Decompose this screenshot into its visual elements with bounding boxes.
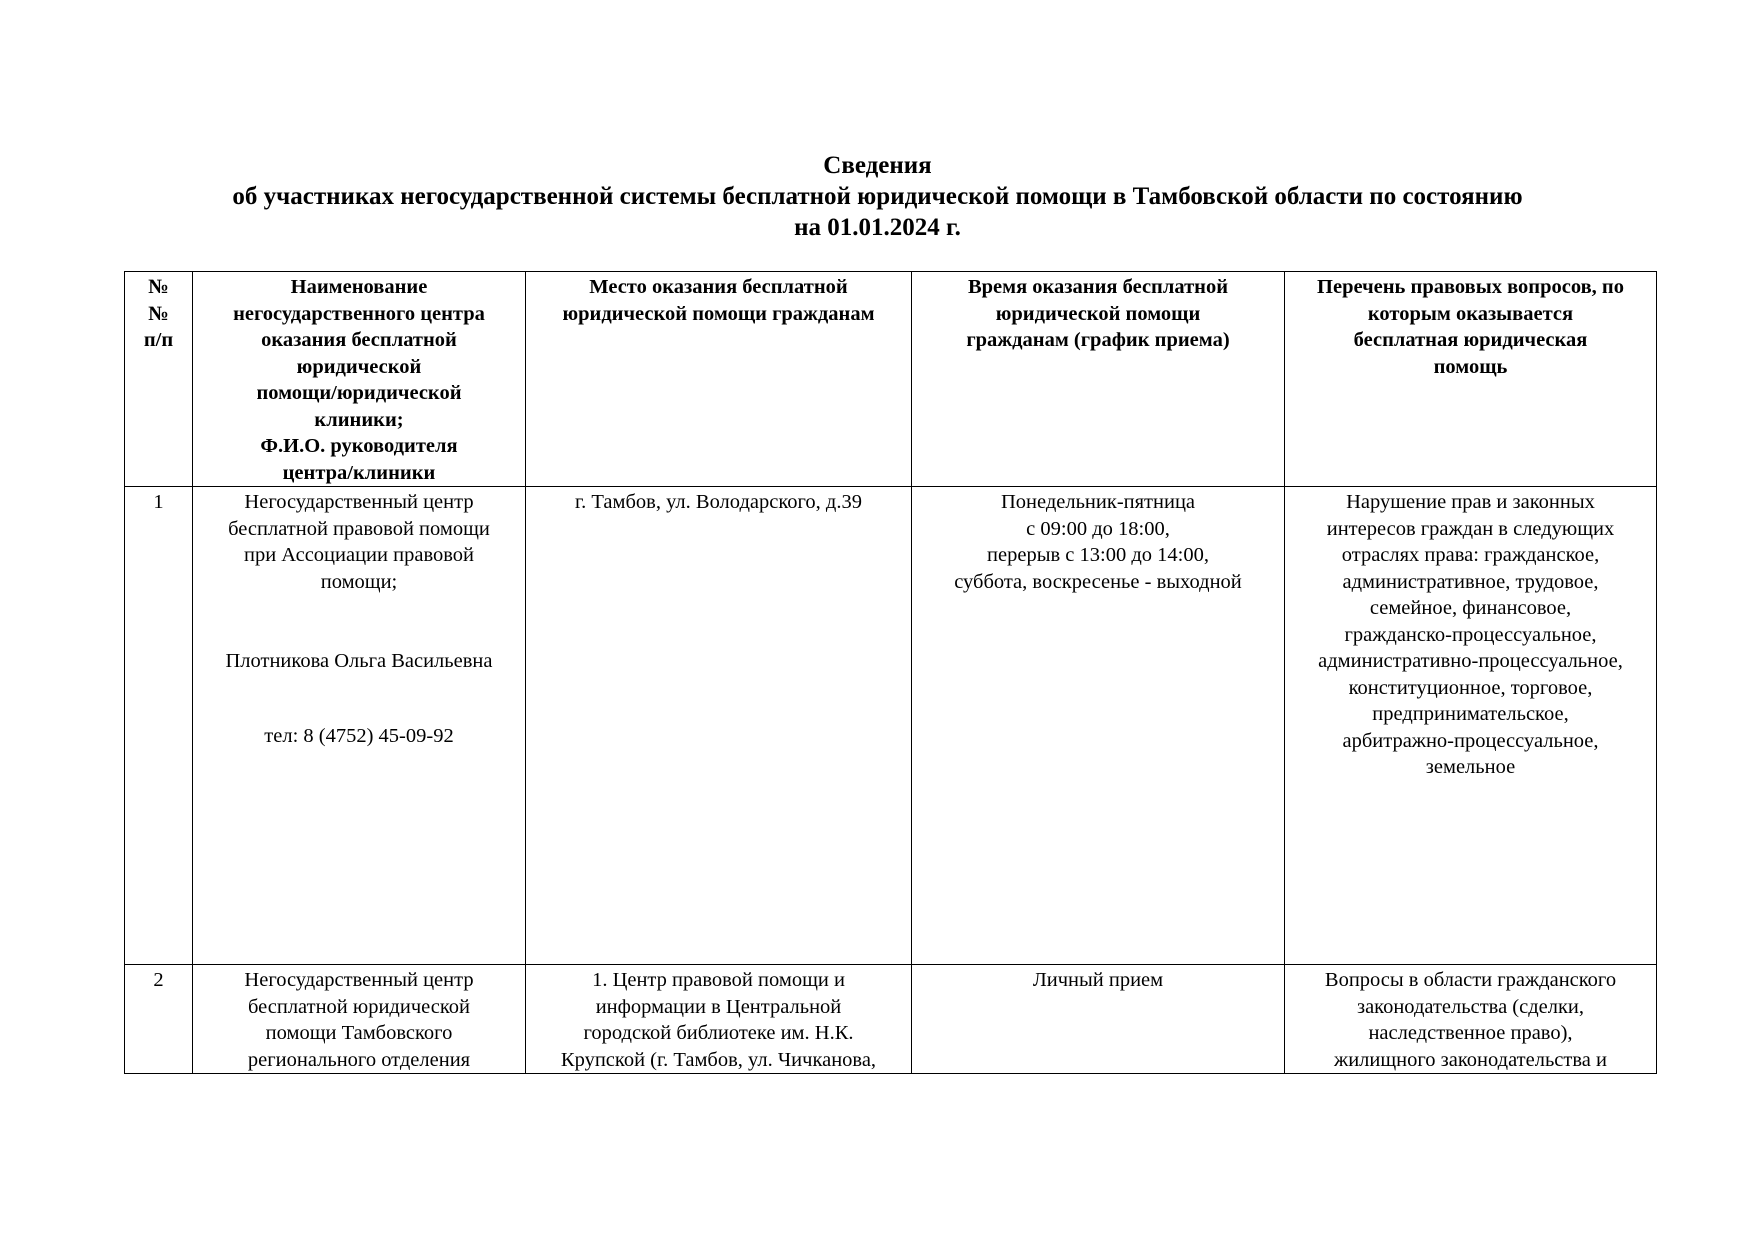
participants-table	[124, 271, 1657, 1074]
header-issues: Перечень правовых вопросов, по которым оказывается бесплатная юридическая помощь	[1285, 272, 1657, 487]
row-2-num: 2	[125, 965, 193, 1074]
row-2-name: Негосударственный центр бесплатной юридической помощи Тамбовского регионального отделения	[193, 965, 526, 1074]
header-time: Время оказания бесплатной юридической помощи гражданам (график приема)	[912, 272, 1285, 487]
row-1-place: г. Тамбов, ул. Володарского, д.39	[526, 487, 912, 965]
table-row	[125, 965, 1657, 1074]
table-row	[125, 487, 1657, 965]
row-2-time: Личный прием	[912, 965, 1285, 1074]
document-title	[100, 150, 1655, 243]
title-line-1: Сведения	[823, 152, 932, 179]
row-1-name: Негосударственный центр бесплатной правовой помощи при Ассоциации правовой помощи; Плотникова Ольга Васильевна тел: 8 (4752) 45-09-92	[193, 487, 526, 965]
row-2-issues: Вопросы в области гражданского законодательства (сделки, наследственное право), жилищного законодательства и	[1285, 965, 1657, 1074]
row-1-issues: Нарушение прав и законных интересов граждан в следующих отраслях права: гражданское, административное, трудовое, семейное, финансовое, гражданско-процессуальное, административно-процессуальное, конституционное, торговое, предпринимательское, арбитражно-процессуальное, земельное	[1285, 487, 1657, 965]
header-place: Место оказания бесплатной юридической помощи гражданам	[526, 272, 912, 487]
title-line-3: на 01.01.2024 г.	[794, 214, 961, 241]
row-1-head-name: Плотникова Ольга Васильевна	[225, 650, 493, 672]
table-header-row	[125, 272, 1657, 487]
header-name: Наименование негосударственного центра оказания бесплатной юридической помощи/юридической клиники; Ф.И.О. руководителя центра/клиники	[193, 272, 526, 487]
row-1-phone: тел: 8 (4752) 45-09-92	[264, 724, 454, 747]
row-1-num: 1	[125, 487, 193, 965]
row-2-place: 1. Центр правовой помощи и информации в Центральной городской библиотеке им. Н.К. Крупской (г. Тамбов, ул. Чичканова,	[526, 965, 912, 1074]
row-1-time: Понедельник-пятница с 09:00 до 18:00, перерыв с 13:00 до 14:00, суббота, воскресенье - выходной	[912, 487, 1285, 965]
title-line-2: об участниках негосударственной системы бесплатной юридической помощи в Тамбовской области по состоянию	[232, 183, 1523, 210]
header-num: № № п/п	[125, 272, 193, 487]
